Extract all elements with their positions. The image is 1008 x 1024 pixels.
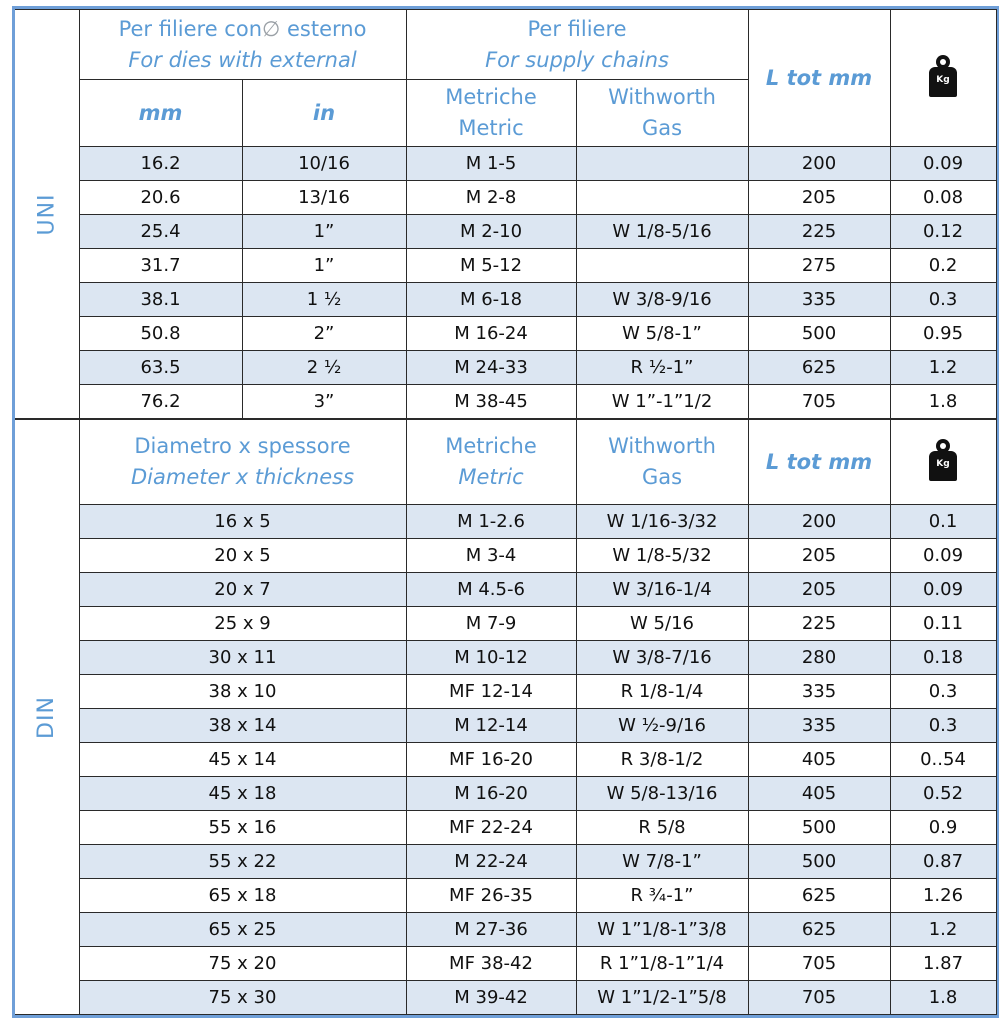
cell-metric: M 1-2.6 bbox=[406, 505, 576, 539]
cell-length: 335 bbox=[748, 709, 890, 743]
cell-kg: 1.26 bbox=[890, 879, 996, 913]
cell-length: 200 bbox=[748, 147, 890, 181]
cell-dim: 16 x 5 bbox=[79, 505, 406, 539]
cell-withworth bbox=[576, 249, 748, 283]
uni-side-cell bbox=[15, 10, 79, 420]
cell-in: 10/16 bbox=[242, 147, 406, 181]
cell-length: 500 bbox=[748, 811, 890, 845]
cell-dim: 65 x 18 bbox=[79, 879, 406, 913]
table-row bbox=[15, 181, 996, 215]
cell-withworth: R 5/8 bbox=[576, 811, 748, 845]
cell-length: 625 bbox=[748, 351, 890, 385]
cell-length: 335 bbox=[748, 283, 890, 317]
uni-in-header: in bbox=[242, 80, 406, 147]
table-row bbox=[15, 913, 996, 947]
cell-dim: 55 x 22 bbox=[79, 845, 406, 879]
cell-in: 1” bbox=[242, 249, 406, 283]
cell-withworth: W 1/16-3/32 bbox=[576, 505, 748, 539]
table-row bbox=[15, 879, 996, 913]
cell-dim: 20 x 5 bbox=[79, 539, 406, 573]
din-dim-header bbox=[79, 419, 406, 505]
cell-metric: M 16-20 bbox=[406, 777, 576, 811]
cell-withworth: R 1”1/8-1”1/4 bbox=[576, 947, 748, 981]
cell-in: 1 ½ bbox=[242, 283, 406, 317]
cell-metric: MF 26-35 bbox=[406, 879, 576, 913]
cell-withworth bbox=[576, 147, 748, 181]
cell-dim: 38 x 10 bbox=[79, 675, 406, 709]
cell-metric: M 39-42 bbox=[406, 981, 576, 1015]
table-row bbox=[15, 947, 996, 981]
cell-metric: M 22-24 bbox=[406, 845, 576, 879]
dies-table bbox=[15, 9, 997, 1015]
weight-kg-icon bbox=[929, 55, 957, 97]
cell-withworth: W 5/16 bbox=[576, 607, 748, 641]
cell-kg: 0.08 bbox=[890, 181, 996, 215]
cell-kg: 0.12 bbox=[890, 215, 996, 249]
cell-kg: 0.11 bbox=[890, 607, 996, 641]
cell-metric: MF 38-42 bbox=[406, 947, 576, 981]
cell-length: 275 bbox=[748, 249, 890, 283]
cell-withworth: R 1/8-1/4 bbox=[576, 675, 748, 709]
cell-in: 2 ½ bbox=[242, 351, 406, 385]
table-row bbox=[15, 351, 996, 385]
uni-dies-header-it: Per filiere con bbox=[118, 16, 263, 41]
cell-length: 705 bbox=[748, 385, 890, 420]
table-row bbox=[15, 709, 996, 743]
cell-kg: 1.8 bbox=[890, 981, 996, 1015]
cell-dim: 25 x 9 bbox=[79, 607, 406, 641]
cell-kg: 0.3 bbox=[890, 675, 996, 709]
table-row bbox=[15, 505, 996, 539]
cell-in: 3” bbox=[242, 385, 406, 420]
cell-metric: M 7-9 bbox=[406, 607, 576, 641]
table-row bbox=[15, 981, 996, 1015]
weight-icon-text: Kg bbox=[936, 74, 950, 85]
table-row bbox=[15, 845, 996, 879]
table-row bbox=[15, 385, 996, 420]
cell-mm: 63.5 bbox=[79, 351, 242, 385]
din-metric-header-it: Metriche bbox=[445, 434, 537, 458]
cell-mm: 20.6 bbox=[79, 181, 242, 215]
din-withworth-header-it: Withworth bbox=[608, 434, 716, 458]
cell-withworth: R ¾-1” bbox=[576, 879, 748, 913]
cell-metric: M 1-5 bbox=[406, 147, 576, 181]
uni-mm-header: mm bbox=[79, 80, 242, 147]
table-row bbox=[15, 607, 996, 641]
cell-withworth bbox=[576, 181, 748, 215]
uni-chain-header-it: Per filiere bbox=[527, 16, 627, 41]
table-row bbox=[15, 811, 996, 845]
cell-metric: M 24-33 bbox=[406, 351, 576, 385]
cell-metric: M 3-4 bbox=[406, 539, 576, 573]
uni-metric-header-it: Metriche bbox=[445, 85, 537, 109]
cell-length: 200 bbox=[748, 505, 890, 539]
uni-withworth-header-en: Gas bbox=[641, 116, 683, 140]
uni-dies-header-it2: esterno bbox=[280, 16, 367, 41]
cell-in: 13/16 bbox=[242, 181, 406, 215]
cell-in: 2” bbox=[242, 317, 406, 351]
din-withworth-header-en: Gas bbox=[641, 465, 683, 489]
cell-length: 225 bbox=[748, 215, 890, 249]
cell-withworth: W 3/8-7/16 bbox=[576, 641, 748, 675]
uni-withworth-header bbox=[576, 80, 748, 147]
cell-metric: M 10-12 bbox=[406, 641, 576, 675]
cell-metric: M 5-12 bbox=[406, 249, 576, 283]
diameter-symbol: ∅ bbox=[262, 16, 281, 41]
cell-dim: 45 x 14 bbox=[79, 743, 406, 777]
cell-kg: 0.52 bbox=[890, 777, 996, 811]
cell-metric: M 4.5-6 bbox=[406, 573, 576, 607]
cell-withworth: W 5/8-1” bbox=[576, 317, 748, 351]
cell-kg: 0..54 bbox=[890, 743, 996, 777]
uni-weight-header bbox=[890, 10, 996, 147]
cell-length: 625 bbox=[748, 879, 890, 913]
cell-kg: 0.9 bbox=[890, 811, 996, 845]
cell-dim: 65 x 25 bbox=[79, 913, 406, 947]
table-row bbox=[15, 777, 996, 811]
cell-metric: M 16-24 bbox=[406, 317, 576, 351]
table-row bbox=[15, 283, 996, 317]
cell-kg: 1.87 bbox=[890, 947, 996, 981]
table-row bbox=[15, 743, 996, 777]
cell-metric: M 2-10 bbox=[406, 215, 576, 249]
uni-withworth-header-it: Withworth bbox=[608, 85, 716, 109]
cell-length: 280 bbox=[748, 641, 890, 675]
uni-chain-header bbox=[406, 10, 748, 80]
cell-metric: M 6-18 bbox=[406, 283, 576, 317]
cell-dim: 20 x 7 bbox=[79, 573, 406, 607]
cell-dim: 30 x 11 bbox=[79, 641, 406, 675]
cell-withworth: W 1/8-5/16 bbox=[576, 215, 748, 249]
cell-length: 205 bbox=[748, 539, 890, 573]
cell-withworth: W 1”1/8-1”3/8 bbox=[576, 913, 748, 947]
cell-dim: 38 x 14 bbox=[79, 709, 406, 743]
cell-in: 1” bbox=[242, 215, 406, 249]
cell-length: 500 bbox=[748, 317, 890, 351]
weight-kg-icon bbox=[929, 439, 957, 481]
weight-icon-text: Kg bbox=[936, 458, 950, 469]
cell-metric: M 2-8 bbox=[406, 181, 576, 215]
cell-withworth: W 3/8-9/16 bbox=[576, 283, 748, 317]
cell-length: 205 bbox=[748, 181, 890, 215]
cell-mm: 25.4 bbox=[79, 215, 242, 249]
cell-mm: 38.1 bbox=[79, 283, 242, 317]
cell-dim: 75 x 20 bbox=[79, 947, 406, 981]
cell-withworth: W 3/16-1/4 bbox=[576, 573, 748, 607]
cell-length: 705 bbox=[748, 981, 890, 1015]
cell-metric: M 27-36 bbox=[406, 913, 576, 947]
cell-kg: 0.18 bbox=[890, 641, 996, 675]
cell-metric: M 38-45 bbox=[406, 385, 576, 420]
din-metric-header-en: Metric bbox=[458, 465, 524, 489]
cell-kg: 1.2 bbox=[890, 351, 996, 385]
din-header-row bbox=[15, 419, 996, 505]
cell-kg: 1.2 bbox=[890, 913, 996, 947]
cell-withworth: W 1”1/2-1”5/8 bbox=[576, 981, 748, 1015]
cell-metric: MF 22-24 bbox=[406, 811, 576, 845]
table-row bbox=[15, 317, 996, 351]
din-withworth-header bbox=[576, 419, 748, 505]
cell-length: 225 bbox=[748, 607, 890, 641]
cell-kg: 0.95 bbox=[890, 317, 996, 351]
din-dim-header-en: Diameter x thickness bbox=[131, 465, 355, 489]
cell-metric: MF 16-20 bbox=[406, 743, 576, 777]
table-row bbox=[15, 573, 996, 607]
table-row bbox=[15, 249, 996, 283]
cell-mm: 50.8 bbox=[79, 317, 242, 351]
cell-kg: 0.09 bbox=[890, 539, 996, 573]
uni-header-row-1 bbox=[15, 10, 996, 80]
cell-metric: MF 12-14 bbox=[406, 675, 576, 709]
uni-label: UNI bbox=[34, 192, 60, 236]
cell-withworth: W 1”-1”1/2 bbox=[576, 385, 748, 420]
cell-metric: M 12-14 bbox=[406, 709, 576, 743]
cell-kg: 0.3 bbox=[890, 283, 996, 317]
table-frame bbox=[12, 6, 999, 1018]
cell-withworth: R 3/8-1/2 bbox=[576, 743, 748, 777]
cell-mm: 76.2 bbox=[79, 385, 242, 420]
cell-length: 705 bbox=[748, 947, 890, 981]
uni-dies-header-en: For dies with external bbox=[128, 47, 357, 72]
cell-mm: 16.2 bbox=[79, 147, 242, 181]
cell-withworth: W 5/8-13/16 bbox=[576, 777, 748, 811]
cell-dim: 55 x 16 bbox=[79, 811, 406, 845]
table-row bbox=[15, 147, 996, 181]
uni-metric-header-en: Metric bbox=[458, 116, 524, 140]
din-length-header: L tot mm bbox=[748, 419, 890, 505]
cell-withworth: W 1/8-5/32 bbox=[576, 539, 748, 573]
cell-mm: 31.7 bbox=[79, 249, 242, 283]
cell-kg: 0.1 bbox=[890, 505, 996, 539]
din-weight-header bbox=[890, 419, 996, 505]
din-side-cell bbox=[15, 419, 79, 1015]
cell-kg: 1.8 bbox=[890, 385, 996, 420]
din-label: DIN bbox=[34, 695, 60, 739]
uni-length-header: L tot mm bbox=[748, 10, 890, 147]
cell-withworth: R ½-1” bbox=[576, 351, 748, 385]
uni-chain-header-en: For supply chains bbox=[485, 47, 669, 72]
cell-length: 205 bbox=[748, 573, 890, 607]
table-row bbox=[15, 641, 996, 675]
cell-length: 500 bbox=[748, 845, 890, 879]
din-metric-header bbox=[406, 419, 576, 505]
cell-kg: 0.87 bbox=[890, 845, 996, 879]
cell-length: 625 bbox=[748, 913, 890, 947]
table-row bbox=[15, 539, 996, 573]
uni-metric-header bbox=[406, 80, 576, 147]
cell-length: 405 bbox=[748, 777, 890, 811]
cell-dim: 75 x 30 bbox=[79, 981, 406, 1015]
table-row bbox=[15, 215, 996, 249]
cell-kg: 0.2 bbox=[890, 249, 996, 283]
cell-length: 405 bbox=[748, 743, 890, 777]
uni-dies-header bbox=[79, 10, 406, 80]
cell-kg: 0.09 bbox=[890, 573, 996, 607]
cell-withworth: W ½-9/16 bbox=[576, 709, 748, 743]
cell-withworth: W 7/8-1” bbox=[576, 845, 748, 879]
din-dim-header-it: Diametro x spessore bbox=[134, 434, 351, 458]
table-row bbox=[15, 675, 996, 709]
cell-kg: 0.09 bbox=[890, 147, 996, 181]
cell-length: 335 bbox=[748, 675, 890, 709]
cell-kg: 0.3 bbox=[890, 709, 996, 743]
cell-dim: 45 x 18 bbox=[79, 777, 406, 811]
